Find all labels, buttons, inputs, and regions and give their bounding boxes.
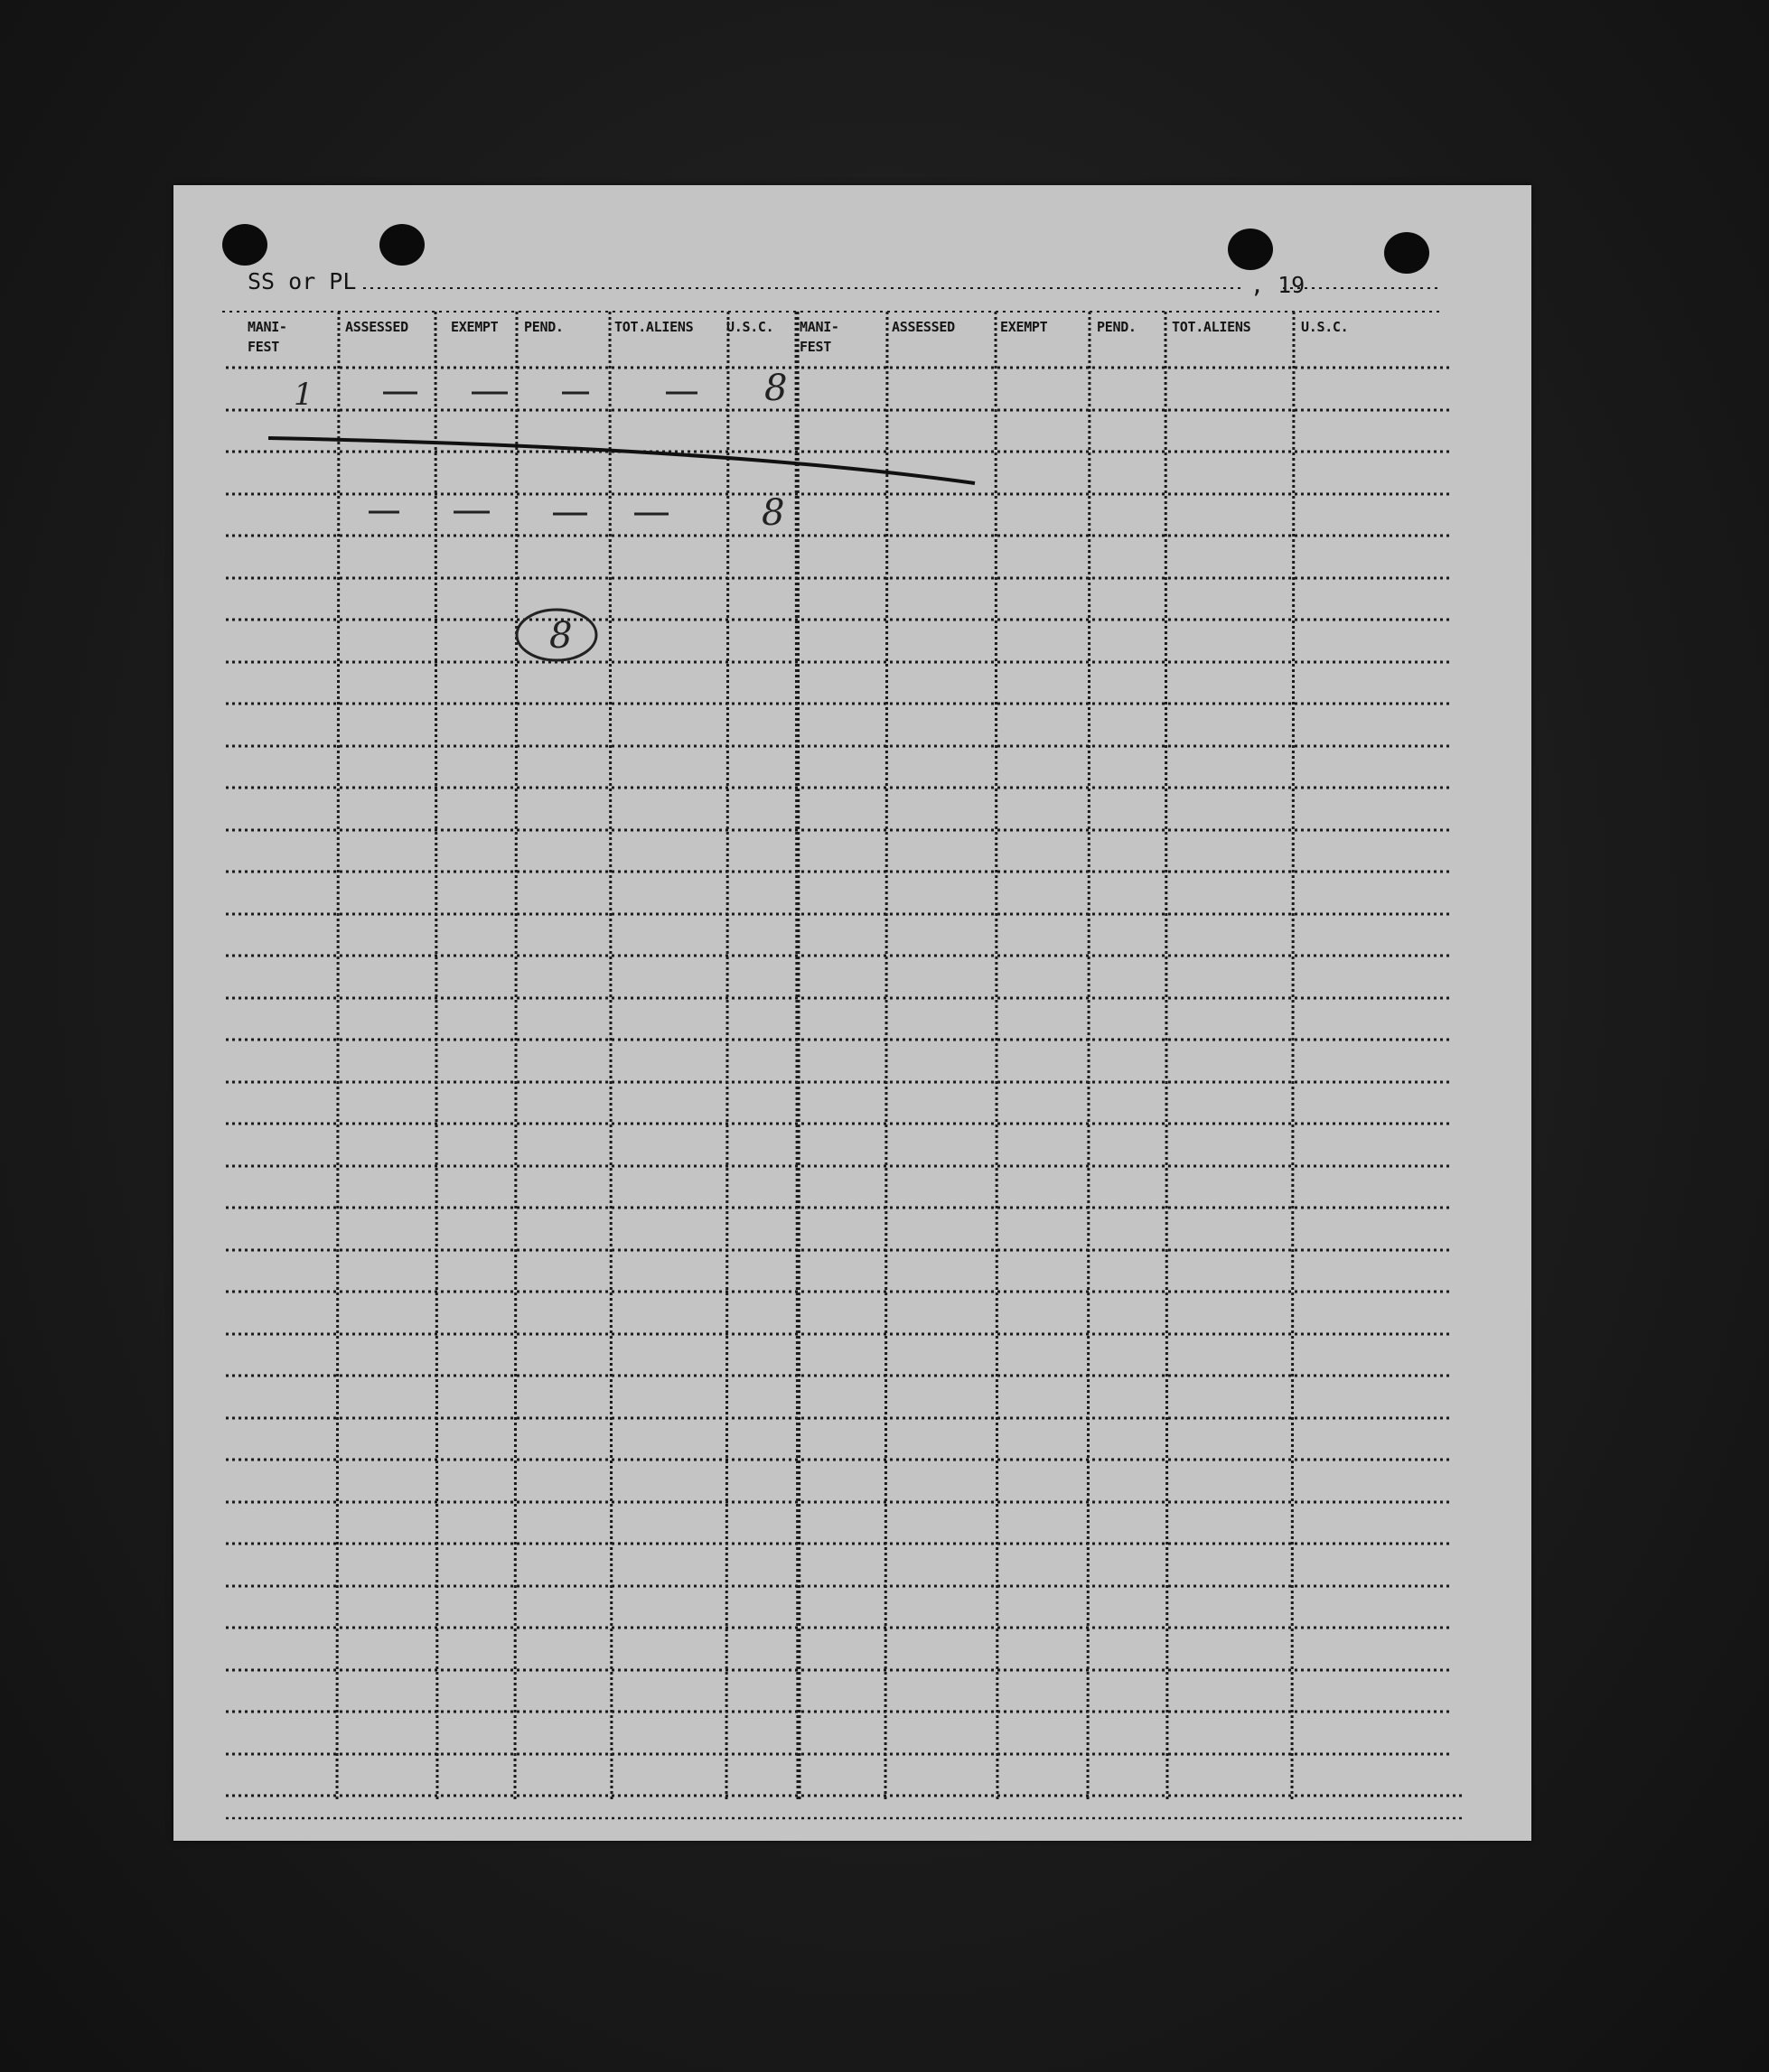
handwritten-circled-total: 8 [549,615,573,657]
col-head-manifest: MANI- FEST [248,319,287,355]
column-rule [885,312,887,1802]
col-head-usc: U.S.C. [726,319,774,335]
ruled-grid [173,185,1531,1841]
handwritten-manifest-count: 1 [294,377,314,413]
col-head-assessed: ASSESSED [345,319,408,335]
column-rule [610,312,612,1802]
col-head-exempt-right: EXEMPT [1000,319,1048,335]
column-rule [515,312,517,1802]
col-head-exempt: EXEMPT [451,319,499,335]
column-rule [435,312,437,1802]
col-head-tot-aliens-right: TOT.ALIENS [1172,319,1251,335]
col-head-pend-right: PEND. [1097,319,1137,335]
form-sheet [173,185,1531,1841]
col-head-usc-right: U.S.C. [1301,319,1349,335]
col-head-pend: PEND. [524,319,564,335]
column-rule [726,312,728,1802]
year-label: , 19 [1250,272,1306,298]
column-rule [337,312,339,1802]
handwritten-usc-count: 8 [764,368,788,409]
column-rule [996,312,997,1802]
column-rule [1165,312,1167,1802]
ss-or-pl-label: SS or PL [248,268,357,294]
column-rule [1292,312,1294,1802]
col-head-tot-aliens: TOT.ALIENS [614,319,694,335]
strike-through-line [268,438,975,483]
column-rule [1088,312,1090,1802]
col-head-manifest-right: MANI- FEST [800,319,839,355]
col-head-assessed-right: ASSESSED [892,319,955,335]
handwritten-usc-count: 8 [762,492,785,534]
column-rule [797,312,799,1802]
